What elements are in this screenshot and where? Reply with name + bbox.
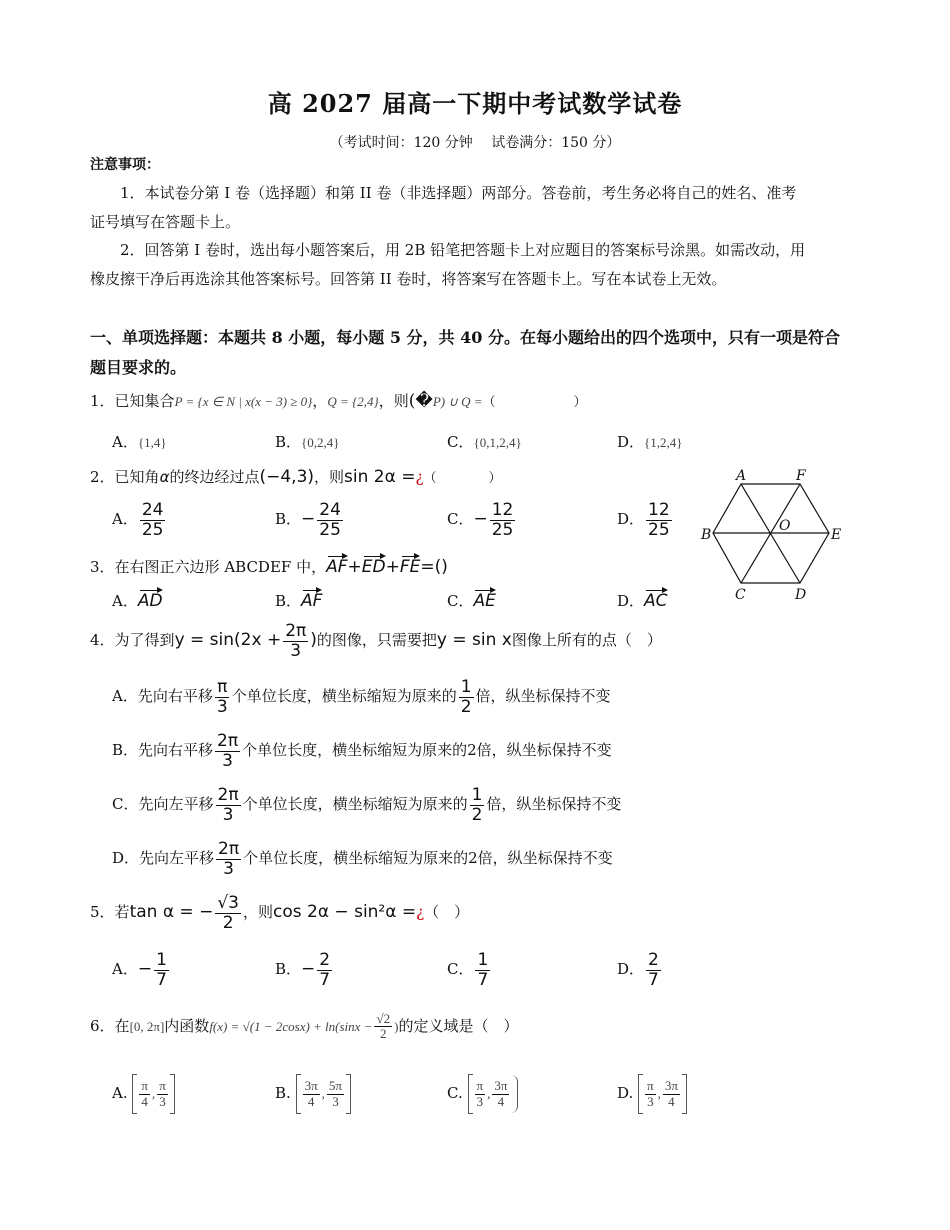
- q6-text-3: 的定义域是（ ）: [398, 1016, 519, 1035]
- option-label: A．: [112, 687, 138, 706]
- frac-num: 2π: [217, 731, 239, 751]
- question-1: [90, 390, 587, 411]
- q3-option-c[interactable]: [447, 590, 496, 611]
- q6-function: f(x) = √(1 − 2cosx) + ln(sinx −: [209, 1018, 373, 1034]
- q6-text-2: 内函数: [164, 1016, 210, 1035]
- section-1-heading: 一、单项选择题：本题共 8 小题，每小题 5 分，共 40 分。在每小题给出的四个选项中，只有一项是符合: [90, 328, 840, 347]
- hexagon-figure: [700, 462, 850, 607]
- frac-num: 2π: [218, 839, 240, 859]
- option-text: 个单位长度，横坐标缩短为原来的: [231, 687, 457, 706]
- q5-text-2: ，则: [242, 903, 273, 922]
- option-value: {0,2,4}: [301, 435, 340, 450]
- frac-den: 2: [460, 696, 472, 717]
- frac-den: 2: [380, 1026, 387, 1042]
- option-label: C．: [447, 433, 474, 451]
- option-text: 个单位长度，横坐标缩短为原来的2倍，纵坐标保持不变: [242, 741, 612, 760]
- vector-af: AF: [326, 557, 348, 577]
- q5-option-a[interactable]: [112, 951, 171, 989]
- left-bracket: [638, 1074, 643, 1114]
- q5-option-b[interactable]: [275, 951, 334, 989]
- note-2-line-2: 橡皮擦干净后再选涂其他答案标号。回答第 II 卷时，将答案写在答题卡上。写在本试卷上无效。: [90, 270, 727, 288]
- option-text: 先向左平移: [139, 849, 215, 868]
- frac-num: 1: [477, 950, 489, 970]
- q4-option-b[interactable]: [112, 732, 612, 770]
- frac-den: 3: [222, 804, 234, 825]
- right-bracket: [170, 1074, 175, 1114]
- option-label: A．: [112, 960, 138, 979]
- q4-text-3: 图像上所有的点（ ）: [511, 631, 662, 650]
- q3-option-d[interactable]: [617, 590, 668, 611]
- frac-den: 3: [290, 640, 302, 661]
- q2-blank: （ ）: [423, 471, 502, 486]
- frac-den: 3: [223, 858, 234, 879]
- q1-then: ，则: [378, 392, 409, 410]
- option-text: 个单位长度，横坐标缩短为原来的2倍，纵坐标保持不变: [243, 849, 613, 868]
- right-bracket: [346, 1074, 351, 1114]
- frac-den: 4: [497, 1093, 505, 1109]
- q4-text-1: 为了得到: [114, 631, 175, 650]
- vertex-d: D: [795, 587, 807, 603]
- option-label: D.: [617, 1084, 634, 1102]
- option-label: B.: [275, 1084, 291, 1102]
- frac-num: 1: [460, 677, 472, 697]
- frac-num: 12: [491, 500, 514, 520]
- vertex-f: F: [796, 468, 806, 484]
- frac-num: 1: [471, 785, 483, 805]
- frac-den: 7: [319, 969, 331, 990]
- vector-ed: ED: [361, 557, 386, 577]
- option-vector: AD: [137, 591, 163, 611]
- q1-option-c[interactable]: [447, 431, 522, 452]
- note-1-line-2: 证号填写在答题卡上。: [90, 213, 241, 231]
- plus: +: [347, 557, 362, 577]
- page-title: 高 2027 届高一下期中考试数学试卷: [267, 89, 683, 118]
- frac-num: π: [217, 677, 228, 697]
- frac-den: 25: [491, 519, 514, 540]
- option-value: {1,2,4}: [644, 435, 683, 450]
- option-label: D．: [617, 592, 645, 610]
- q4-number: 4．: [90, 631, 115, 650]
- q5-number: 5．: [90, 903, 115, 922]
- q2-alpha: α: [159, 468, 170, 486]
- option-label: D．: [617, 960, 645, 979]
- q3-text: 在右图正六边形 ABCDEF 中，: [114, 558, 327, 576]
- frac-num: π: [159, 1078, 166, 1094]
- q2-glyph: ¿: [415, 468, 424, 486]
- frac-den: 4: [668, 1093, 675, 1109]
- q2-number: 2．: [90, 468, 115, 486]
- option-text: 个单位长度，横坐标缩短为原来的: [242, 795, 468, 814]
- q1-sep: ，: [312, 392, 328, 410]
- option-value: {1,4}: [137, 435, 167, 450]
- right-bracket: [682, 1074, 687, 1114]
- option-text: 倍，纵坐标保持不变: [486, 795, 622, 814]
- option-text: 先向右平移: [137, 687, 213, 706]
- q2-option-d[interactable]: [617, 501, 674, 539]
- q5-option-c[interactable]: [447, 951, 492, 989]
- q1-expr: (�: [408, 391, 433, 411]
- option-value: {0,1,2,4}: [473, 435, 522, 450]
- left-bracket: [132, 1074, 137, 1114]
- q5-option-d[interactable]: [617, 951, 663, 989]
- vector-fe: FE: [399, 557, 421, 577]
- frac-num: 3π: [494, 1078, 508, 1094]
- option-label: A．: [112, 510, 138, 529]
- frac-den: 3: [222, 750, 233, 771]
- frac-num: π: [141, 1078, 148, 1094]
- note-1-line-1: 1．本试卷分第 I 卷（选择题）和第 II 卷（非选择题）两部分。答卷前，考生务必将自己的姓名、准考: [120, 184, 797, 202]
- q6-option-b[interactable]: B. $\frac{3\pi}{4}$ , $\frac{5\pi}{3}$: [275, 1074, 351, 1114]
- section-1-heading-cont: 题目要求的。: [90, 358, 187, 377]
- q3-number: 3．: [90, 558, 115, 576]
- q1-text: 已知集合: [114, 392, 175, 410]
- frac-num: √3: [217, 893, 239, 913]
- q2-point: (−4,3): [259, 467, 315, 487]
- frac-den: 3: [216, 696, 228, 717]
- q6-interval: [0, 2π]: [129, 1018, 165, 1034]
- q2-expr: sin 2α =: [344, 467, 416, 487]
- frac-num: 24: [319, 500, 341, 520]
- option-label: C．: [447, 592, 474, 610]
- vertex-b: B: [701, 527, 712, 543]
- frac-num: 2π: [217, 785, 239, 805]
- frac-den: 7: [648, 969, 659, 990]
- option-label: D．: [617, 433, 645, 451]
- exam-info: （考试时间：120 分钟 试卷满分：150 分）: [329, 135, 621, 151]
- q4-option-d[interactable]: [112, 840, 613, 878]
- left-bracket: [468, 1074, 473, 1114]
- option-label: B．: [275, 960, 302, 979]
- option-text: 先向右平移: [138, 741, 214, 760]
- plus: +: [385, 557, 400, 577]
- q1-option-d[interactable]: [617, 431, 683, 452]
- frac-num: 2: [648, 950, 659, 970]
- vertex-e: E: [831, 527, 842, 543]
- question-2: [90, 466, 502, 487]
- left-bracket: [296, 1074, 301, 1114]
- option-label: D．: [617, 510, 645, 529]
- q2-option-a[interactable]: [112, 501, 167, 539]
- frac-den: 3: [159, 1093, 166, 1109]
- q6-number: 6．: [90, 1016, 115, 1035]
- frac-den: 4: [141, 1093, 148, 1109]
- notes-heading: 注意事项：: [90, 157, 160, 173]
- q4-text-2: 的图像，只需要把: [316, 631, 437, 650]
- frac-den: 25: [319, 519, 341, 540]
- q4-eq-1: y = sin(2x +: [174, 630, 282, 651]
- frac-den: 4: [307, 1093, 315, 1109]
- q5-blank: （ ）: [424, 903, 470, 922]
- frac-num: π: [476, 1078, 484, 1094]
- q6-function-end: ): [394, 1018, 399, 1034]
- option-sign: −: [301, 959, 316, 980]
- q6-option-c[interactable]: C. $\frac{\pi}{3}$ , $\frac{3\pi}{4}$: [447, 1074, 518, 1114]
- frac-num: 24: [141, 500, 164, 520]
- q5-glyph: ¿: [416, 903, 425, 922]
- frac-num: 2: [319, 950, 331, 970]
- option-label: C．: [447, 960, 474, 979]
- right-paren: [511, 1075, 518, 1113]
- note-2-line-1: 2．回答第 I 卷时，选出每小题答案后，用 2B 铅笔把答题卡上对应题目的答案标号涂黑。如需改动，用: [120, 241, 806, 259]
- q6-option-d[interactable]: D. $\frac{\pi}{3}$ , $\frac{3\pi}{4}$: [617, 1074, 687, 1114]
- option-label: A.: [112, 1084, 128, 1102]
- vertex-o: O: [779, 518, 791, 534]
- q2-text-3: ，则: [314, 468, 345, 486]
- equals: =(): [420, 557, 448, 577]
- option-label: C．: [112, 795, 139, 814]
- q2-option-b[interactable]: [275, 501, 345, 539]
- option-label: C．: [447, 510, 474, 529]
- option-label: B．: [275, 592, 302, 610]
- q1-option-a[interactable]: [112, 431, 167, 452]
- option-text: 先向左平移: [138, 795, 214, 814]
- frac-num: 1: [156, 950, 167, 970]
- q3-option-a[interactable]: [112, 590, 163, 611]
- question-6: [90, 1012, 518, 1042]
- option-label: A．: [112, 592, 138, 610]
- q6-text-1: 在: [114, 1016, 130, 1035]
- option-sign: −: [137, 959, 153, 980]
- q5-text-1: 若: [114, 903, 130, 922]
- q6-option-a[interactable]: A. $\frac{\pi}{4}$ , $\frac{\pi}{3}$: [112, 1074, 175, 1114]
- frac-den: 25: [141, 519, 164, 540]
- frac-num: 3π: [664, 1078, 678, 1094]
- frac-den: 25: [648, 519, 670, 540]
- option-vector: AF: [301, 591, 323, 611]
- vertex-c: C: [735, 587, 746, 603]
- frac-den: 2: [222, 912, 234, 933]
- frac-den: 7: [156, 969, 167, 990]
- frac-num: π: [647, 1078, 654, 1094]
- vertex-a: A: [736, 468, 747, 484]
- frac-num: 12: [648, 500, 670, 520]
- q1-expr-2: P) ∪ Q =: [432, 394, 483, 409]
- frac-den: 3: [332, 1093, 339, 1109]
- question-5: [90, 894, 469, 932]
- q5-expr-2: cos 2α − sin²α =: [273, 902, 417, 923]
- q1-set-p: P = {x ∈ N | x(x − 3) ≥ 0}: [174, 394, 313, 409]
- option-label: A．: [112, 433, 138, 451]
- q5-expr-1: tan α = −: [129, 902, 214, 923]
- option-label: C.: [447, 1084, 463, 1102]
- frac-num: 5π: [328, 1078, 342, 1094]
- q2-option-c[interactable]: [447, 501, 517, 539]
- q1-set-q: Q = {2,4}: [327, 394, 379, 409]
- option-label: B．: [275, 510, 302, 529]
- option-label: B．: [275, 433, 302, 451]
- frac-den: 2: [471, 804, 483, 825]
- frac-den: 3: [476, 1093, 484, 1109]
- q2-text-1: 已知角: [114, 468, 160, 486]
- option-label: B．: [112, 741, 139, 760]
- q1-number: 1．: [90, 392, 115, 410]
- option-sign: −: [473, 509, 488, 530]
- q4-eq-2: y = sin x: [436, 630, 512, 651]
- q1-option-b[interactable]: [275, 431, 340, 452]
- option-text: 倍，纵坐标保持不变: [475, 687, 611, 706]
- frac-den: 3: [647, 1093, 654, 1109]
- option-sign: −: [301, 509, 316, 530]
- q2-text-2: 的终边经过点: [169, 468, 260, 486]
- option-vector: AC: [644, 591, 668, 611]
- q1-blank: （ ）: [482, 395, 587, 410]
- question-3: [90, 556, 448, 577]
- option-label: D．: [112, 849, 140, 868]
- q4-option-c[interactable]: [112, 786, 621, 824]
- q4-option-a[interactable]: [112, 678, 611, 716]
- frac-num: 3π: [304, 1078, 318, 1094]
- frac-num: √2: [376, 1011, 391, 1026]
- frac-den: 7: [477, 969, 489, 990]
- question-4: [90, 622, 662, 660]
- option-vector: AE: [473, 591, 496, 611]
- q3-option-b[interactable]: [275, 590, 322, 611]
- q4-eq-1-end: ): [310, 630, 317, 651]
- frac-num: 2π: [285, 621, 307, 641]
